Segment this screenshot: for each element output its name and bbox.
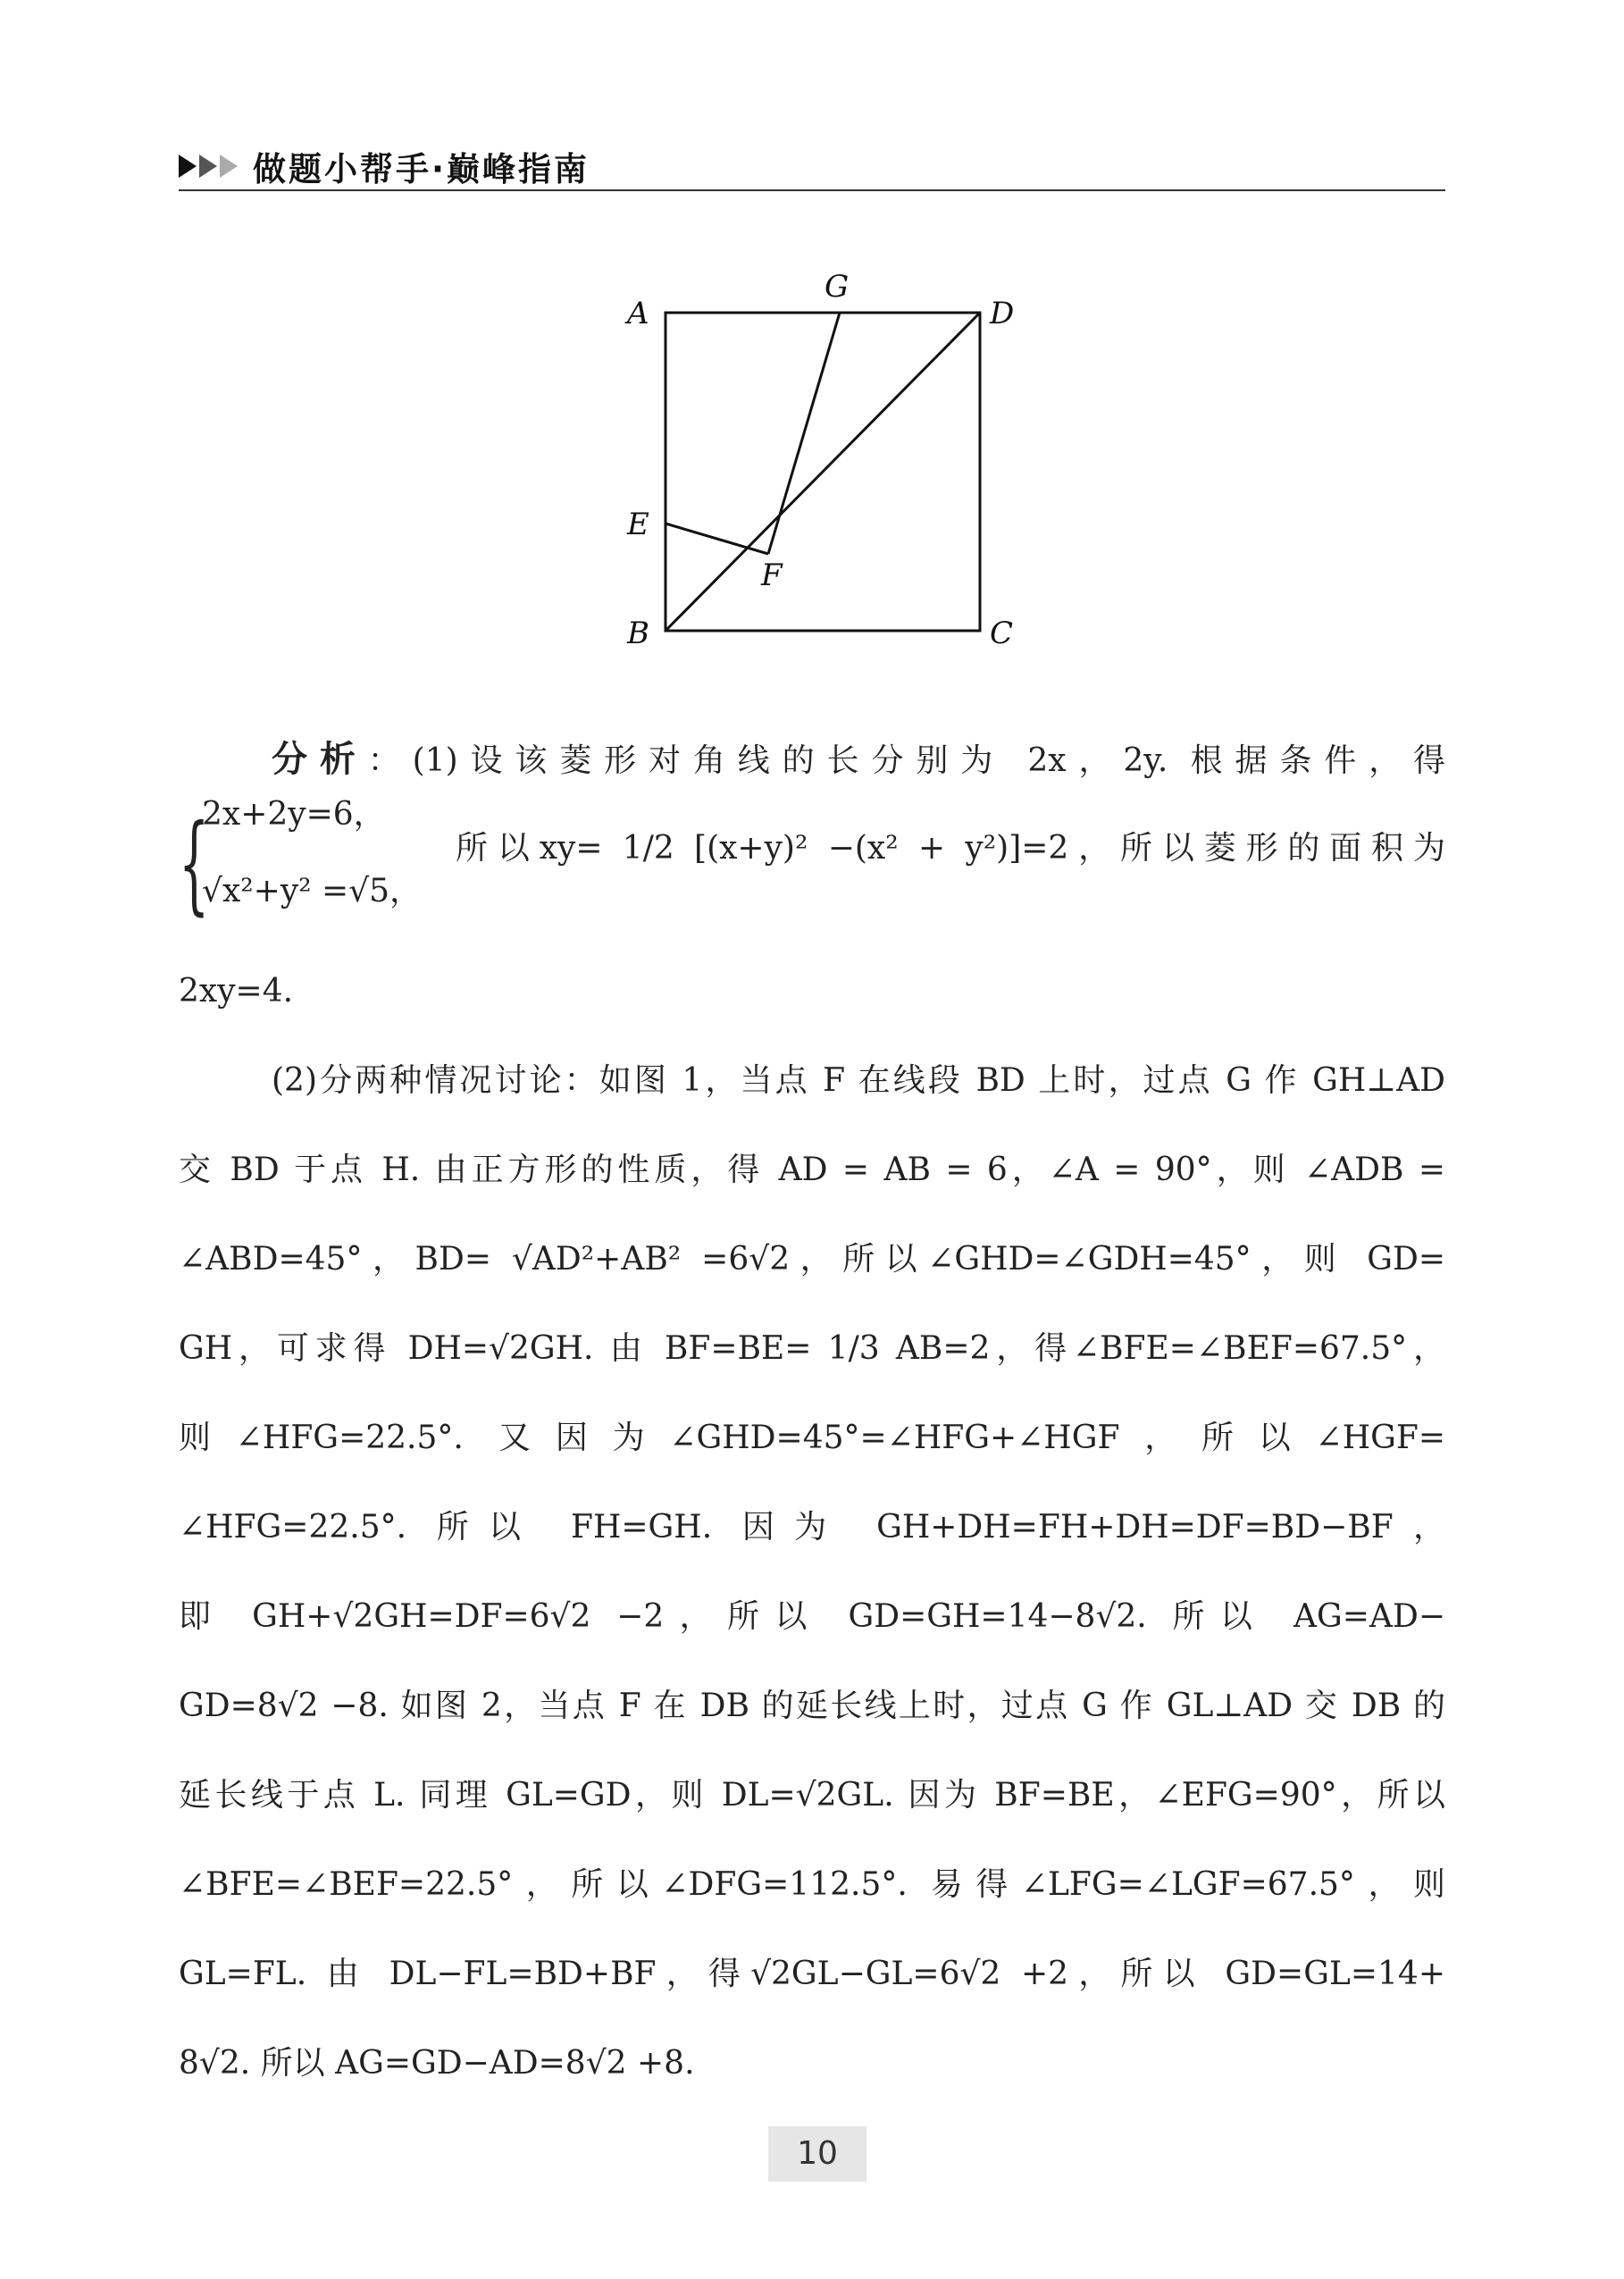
analysis-text-1: ：(1)设该菱形对角线的长分别为 2x，2y. 根据条件，得 (367, 742, 1445, 779)
header-arrows-icon (179, 155, 240, 178)
system-equation-1: 2x+2y=6， (202, 796, 386, 833)
part2-line-2: 交 BD 于点 H. 由正方形的性质，得 AD = AB = 6，∠A = 90°，则 ∠ADB = (179, 1152, 1445, 1188)
page-number: 10 (768, 2126, 866, 2182)
part2-line-11: GL=FL. 由 DL−FL=BD+BF，得√2GL−GL=6√2 +2，所以 GD=GL=14+ (179, 1956, 1445, 1992)
segment-ef (666, 524, 768, 554)
label-e: E (627, 507, 649, 542)
label-g: G (825, 269, 850, 305)
label-c: C (990, 616, 1014, 651)
part2-line-8: GD=8√2 −8. 如图 2，当点 F 在 DB 的延长线上时，过点 G 作 GL⊥AD 交 DB 的 (179, 1688, 1445, 1724)
part2-line-4: GH，可求得 DH=√2GH. 由 BF=BE= 1/3 AB=2，得∠BFE=∠BEF=67.5°， (179, 1330, 1445, 1367)
header-rule (179, 189, 1445, 191)
label-a: A (627, 296, 649, 331)
part2-line-7: 即 GH+√2GH=DF=6√2 −2，所以 GD=GH=14−8√2. 所以 AG=AD− (179, 1598, 1445, 1635)
label-b: B (627, 616, 649, 651)
label-f: F (761, 557, 783, 593)
label-d: D (990, 296, 1015, 331)
page-header (179, 143, 590, 189)
part2-line-10: ∠BFE=∠BEF=22.5°，所以∠DFG=112.5°. 易得∠LFG=∠LGF=67.5°，则 (179, 1866, 1445, 1903)
part2-line-1: (2)分两种情况讨论：如图 1，当点 F 在线段 BD 上时，过点 G 作 GH⊥AD (272, 1062, 1445, 1099)
system-followup: 所以xy= 1/2 [(x+y)² −(x² + y²)]=2，所以菱形的面积为 (456, 830, 1445, 867)
analysis-label: 分析 (272, 739, 368, 780)
segment-gf (768, 313, 840, 554)
part2-line-5: 则∠HFG=22.5°. 又因为∠GHD=45°=∠HFG+∠HGF，所以∠HGF= (179, 1420, 1445, 1456)
equation-system (179, 796, 1445, 947)
part2-line-6: ∠HFG=22.5°. 所以 FH=GH. 因为 GH+DH=FH+DH=DF=BD−BF， (179, 1509, 1445, 1546)
part2-line-9: 延长线于点 L. 同理 GL=GD，则 DL=√2GL. 因为 BF=BE，∠EFG=90°，所以 (179, 1777, 1445, 1814)
header-title: 做题小帮手·巅峰指南 (253, 150, 590, 189)
part2-line-12: 8√2. 所以 AG=GD−AD=8√2 +8. (179, 2045, 695, 2082)
part2-line-3: ∠ABD=45°，BD= √AD²+AB² =6√2，所以∠GHD=∠GDH=45°，则 GD= (179, 1241, 1445, 1278)
geometry-figure (607, 268, 1036, 661)
left-brace-icon: { (179, 802, 210, 926)
square-diagram (607, 268, 1036, 661)
analysis-line-2: 2xy=4. (179, 973, 294, 1010)
system-equation-2: √x²+y² =√5， (202, 873, 423, 909)
diagonal-bd (666, 313, 980, 631)
analysis-body (179, 715, 1445, 2108)
